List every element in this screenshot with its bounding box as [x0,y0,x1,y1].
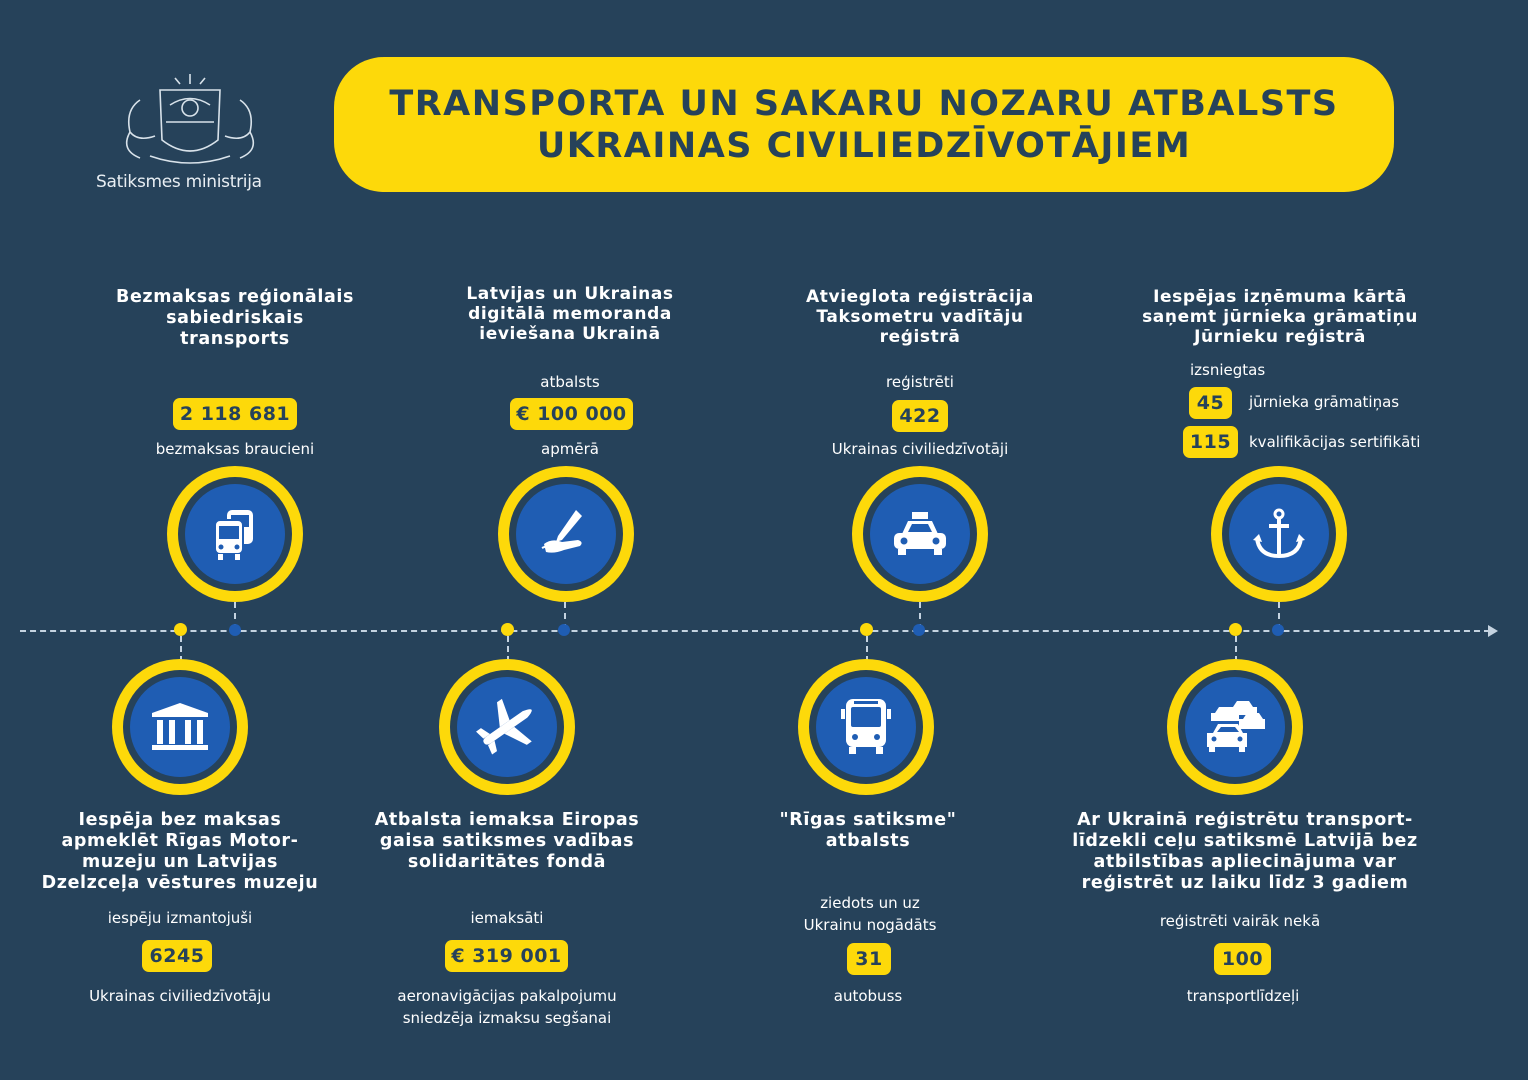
buses-icon [205,504,265,564]
heading-line: ieviešana Ukrainā [479,324,661,344]
bottom-1-post-label: Ukrainas civiliedzīvotāju [89,987,271,1005]
bottom-4-icon-circle [1167,659,1303,795]
top-3-heading [770,287,1070,347]
top-4-row-2-badge: 115 [1183,426,1238,458]
heading-line: reģistrēt uz laiku līdz 3 gadiem [1081,873,1409,893]
bottom-2-pre-label: iemaksāti [470,909,544,927]
taxi-icon [888,504,952,564]
top-2-post-label: apmērā [541,440,599,458]
bottom-2-post-label [367,985,647,1029]
bottom-1-pre-label: iespēju izmantojuši [107,909,253,927]
timeline-dot [860,623,873,636]
heading-line: Latvijas un Ukrainas [466,284,674,304]
coat-of-arms-icon [100,70,280,170]
top-3-icon-circle [852,466,988,602]
top-4-pre-label: izsniegtas [1190,361,1266,379]
bottom-3-post-label: autobuss [833,987,903,1005]
heading-line: Atvieglota reģistrācija [806,287,1034,307]
bottom-3-heading [718,810,1018,852]
top-1-icon-circle [167,466,303,602]
top-4-icon-circle [1211,466,1347,602]
heading-line: muzeju un Latvijas [81,852,279,872]
bottom-2-icon-circle [439,659,575,795]
heading-line: reģistrā [879,327,961,347]
top-1-value-badge: 2 118 681 [173,398,297,430]
top-2-icon-circle [498,466,634,602]
heading-line: Dzelzceļa vēstures muzeju [41,873,319,893]
bottom-1-icon-circle [112,659,248,795]
heading-line: "Rīgas satiksme" [779,810,957,830]
bottom-4-heading [1060,810,1430,894]
bottom-2-heading [352,810,662,873]
heading-line: Iespējas izņēmuma kārtā [1153,287,1407,307]
top-1-post-label: bezmaksas braucieni [155,440,315,458]
heading-line: digitālā memoranda [468,304,672,324]
top-3-value-badge: 422 [892,400,948,432]
bottom-1-heading [30,810,330,894]
timeline-dot [229,624,241,636]
heading-line: līdzekli ceļu satiksmē Latvijā bez [1072,831,1418,851]
cars-icon [1203,697,1267,757]
top-4-row-2-label: kvalifikācijas sertifikāti [1249,433,1421,451]
airplane-icon [475,697,539,757]
pre-label-line: ziedots un uz [820,894,920,912]
title-line-2: UKRAINAS CIVILIEDZĪVOTĀJIEM [536,125,1192,166]
heading-line: Taksometru vadītāju [816,307,1024,327]
heading-line: transports [180,329,290,349]
bus-icon [838,695,894,759]
timeline-dot [174,623,187,636]
bottom-3-icon-circle [798,659,934,795]
top-3-pre-label: reģistrēti [886,373,954,391]
heading-line: gaisa satiksmes vadības [379,831,635,851]
heading-line: apmeklēt Rīgas Motor- [61,831,299,851]
bottom-3-pre-label [770,892,970,936]
title-line-1: TRANSPORTA UN SAKARU NOZARU ATBALSTS [389,83,1339,124]
bottom-4-pre-label: reģistrēti vairāk nekā [1159,912,1321,930]
bottom-3-value-badge: 31 [847,943,891,975]
timeline-arrow-icon [1488,625,1498,637]
top-2-value-badge: € 100 000 [510,398,633,430]
heading-line: solidaritātes fondā [407,852,607,872]
bottom-1-value-badge: 6245 [142,940,212,972]
heading-line: Atbalsta iemaksa Eiropas [374,810,640,830]
top-2-pre-label: atbalsts [540,373,600,391]
top-4-row-1-badge: 45 [1189,387,1232,419]
heading-line: Bezmaksas reģionālais [116,287,354,307]
top-3-post-label: Ukrainas civiliedzīvotāji [831,440,1009,458]
heading-line: Iespēja bez maksas [78,810,282,830]
heading-line: Jūrnieku reģistrā [1194,327,1366,347]
top-2-heading [420,284,720,344]
post-label-line: aeronavigācijas pakalpojumu [397,987,617,1005]
timeline-dot [558,624,570,636]
heading-line: atbalsts [825,831,911,851]
signing-hand-icon [536,504,596,564]
top-4-heading [1130,287,1430,347]
timeline-dot [1229,623,1242,636]
ministry-name: Satiksmes ministrija [96,172,262,192]
post-label-line: sniedzēja izmaksu segšanai [402,1009,612,1027]
title-banner [334,57,1394,192]
heading-line: Ar Ukrainā reģistrētu transport- [1077,810,1413,830]
heading-line: atbilstības apliecinājuma var [1093,852,1397,872]
timeline-dot [913,624,925,636]
anchor-icon [1249,504,1309,564]
bottom-2-value-badge: € 319 001 [445,940,568,972]
timeline-dot [501,623,514,636]
timeline-dot [1272,624,1284,636]
museum-icon [148,699,212,755]
pre-label-line: Ukrainu nogādāts [803,916,937,934]
heading-line: saņemt jūrnieka grāmatiņu [1142,307,1418,327]
top-1-heading [90,287,380,350]
top-4-row-1-label: jūrnieka grāmatiņas [1249,393,1400,411]
bottom-4-value-badge: 100 [1214,943,1271,975]
bottom-4-post-label: transportlīdzeļi [1186,987,1300,1005]
heading-line: sabiedriskais [166,308,304,328]
